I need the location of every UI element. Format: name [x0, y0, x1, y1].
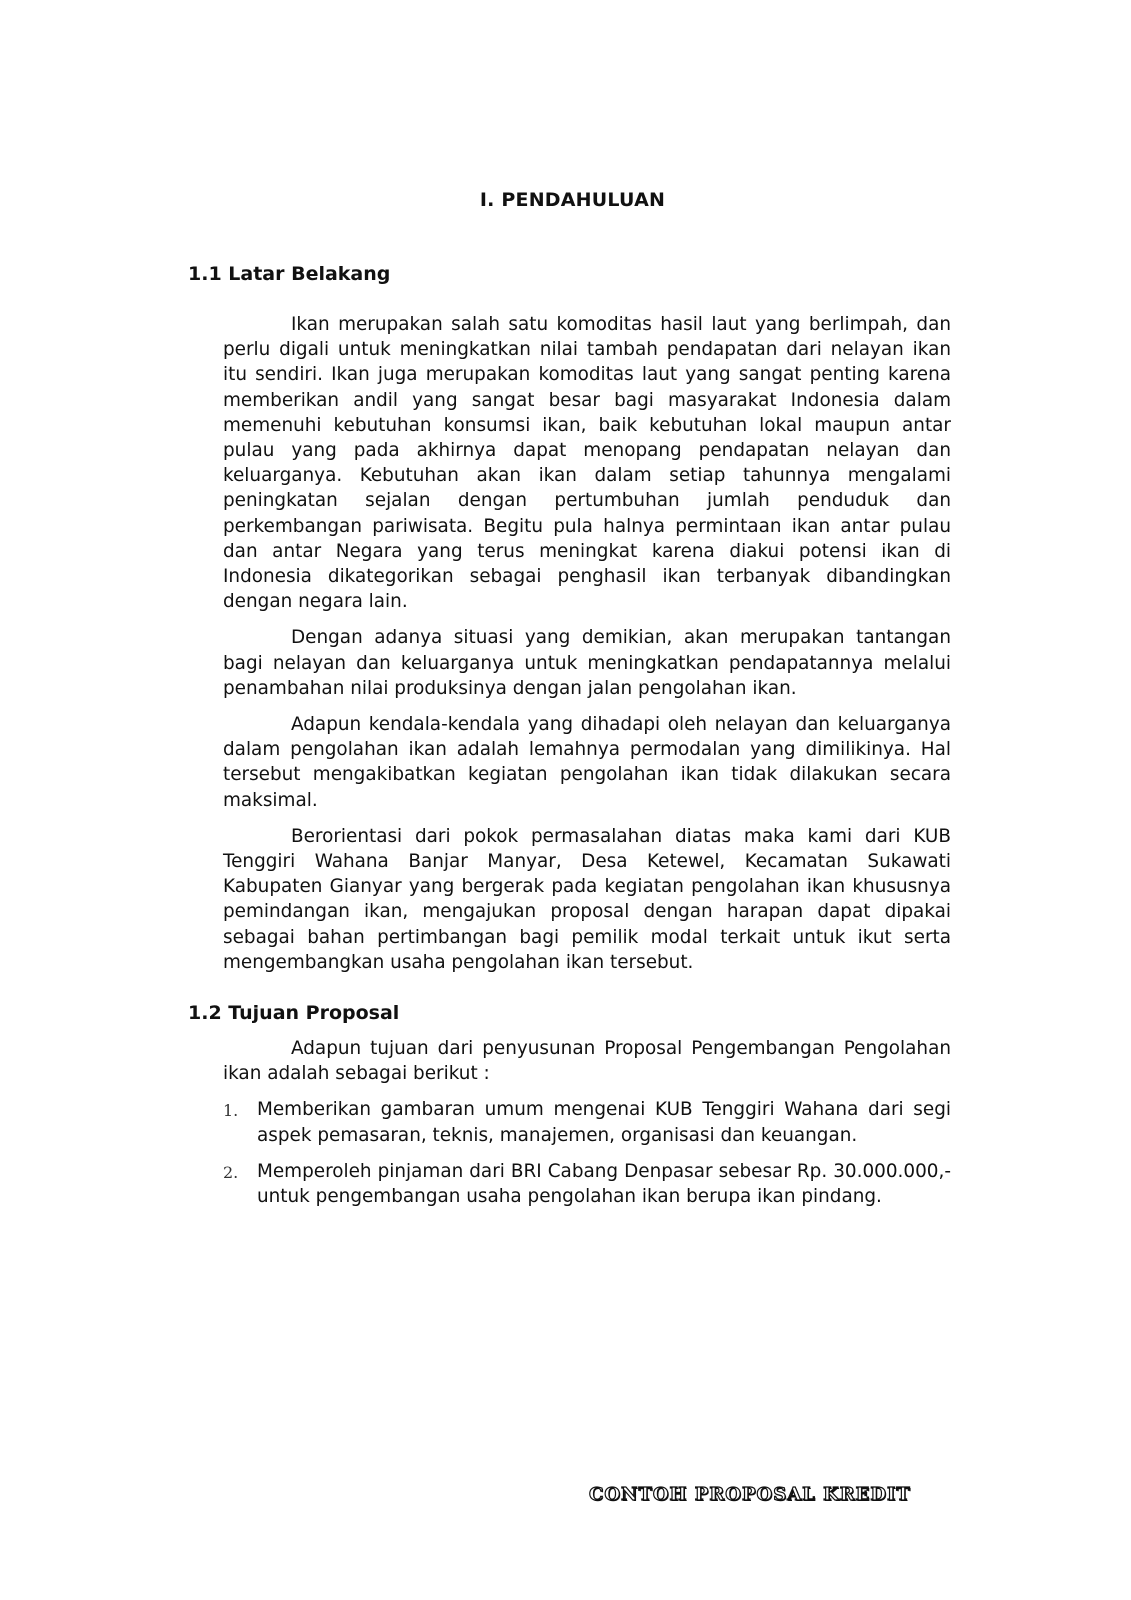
list-number: 2.	[223, 1162, 239, 1182]
footer-caption: CONTOH PROPOSAL KREDIT	[589, 1484, 911, 1505]
objectives-list	[223, 1097, 951, 1209]
section-body-tujuan-proposal	[223, 1036, 951, 1220]
list-number: 1.	[223, 1101, 239, 1121]
section-heading-tujuan-proposal: 1.2 Tujuan Proposal	[188, 1002, 400, 1024]
paragraph-intro: Adapun tujuan dari penyusunan Proposal Pengembangan Pengolahan ikan adalah sebagai berikut :	[223, 1038, 951, 1085]
section-heading-latar-belakang: 1.1 Latar Belakang	[188, 263, 391, 285]
list-item-text: Memperoleh pinjaman dari BRI Cabang Denpasar sebesar Rp. 30.000.000,- untuk pengembangan usaha pengolahan ikan berupa ikan pindang.	[257, 1160, 951, 1208]
list-item-text: Memberikan gambaran umum mengenai KUB Tenggiri Wahana dari segi aspek pemasaran, teknis, manajemen, organisasi dan keuangan.	[257, 1099, 951, 1146]
list-item	[223, 1159, 951, 1209]
paragraph: Berorientasi dari pokok permasalahan diatas maka kami dari KUB Tenggiri Wahana Banjar Manyar, Desa Ketewel, Kecamatan Sukawati Kabupaten Gianyar yang bergerak pada kegiatan pengolahan ikan khususnya pemindangan ikan, mengajukan proposal dengan harapan dapat dipakai sebagai bahan pertimbangan bagi pemilik modal terkait untuk ikut serta mengembangkan usaha pengolahan ikan tersebut.	[223, 825, 951, 973]
chapter-title: I. PENDAHULUAN	[479, 189, 666, 211]
paragraph: Ikan merupakan salah satu komoditas hasil laut yang berlimpah, dan perlu digali untuk meningkatkan nilai tambah pendapatan dari nelayan ikan itu sendiri. Ikan juga merupakan komoditas laut yang sangat penting karena memberikan andil yang sangat besar bagi masyarakat Indonesia dalam memenuhi kebutuhan konsumsi ikan, baik kebutuhan lokal maupun antar pulau yang pada akhirnya dapat menopang pendapatan nelayan dan keluarganya. Kebutuhan akan ikan dalam setiap tahunnya mengalami peningkatan sejalan dengan pertumbuhan jumlah penduduk dan perkembangan pariwisata. Begitu pula halnya permintaan ikan antar pulau dan antar Negara yang terus meningkat karena diakui potensi ikan di Indonesia dikategorikan sebagai penghasil ikan terbanyak dibandingkan dengan negara lain.	[223, 314, 951, 613]
section-body-latar-belakang	[223, 312, 951, 986]
paragraph: Dengan adanya situasi yang demikian, akan merupakan tantangan bagi nelayan dan keluarganya untuk meningkatkan pendapatannya melalui penambahan nilai produksinya dengan jalan pengolahan ikan.	[223, 627, 951, 699]
list-item	[223, 1097, 951, 1147]
paragraph: Adapun kendala-kendala yang dihadapi oleh nelayan dan keluarganya dalam pengolahan ikan adalah lemahnya permodalan yang dimilikinya. Hal tersebut mengakibatkan kegiatan pengolahan ikan tidak dilakukan secara maksimal.	[223, 714, 951, 811]
